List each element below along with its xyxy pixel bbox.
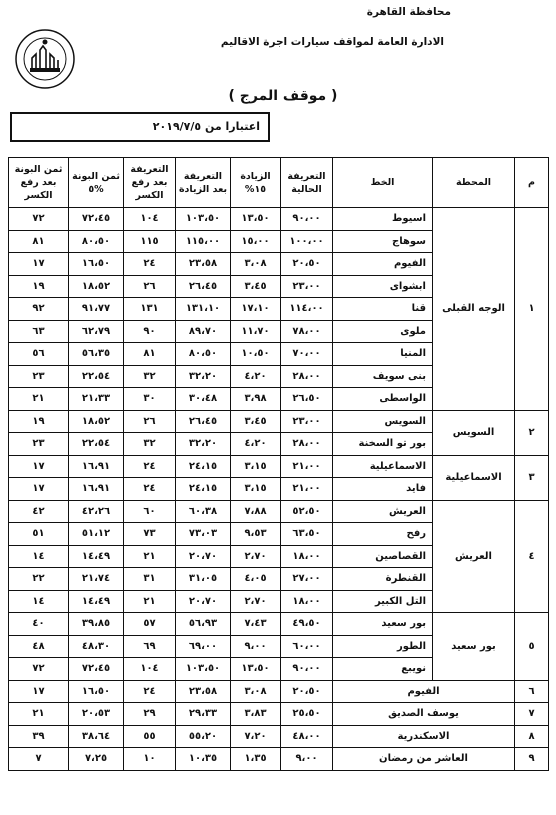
fare-value: ٢٩ <box>124 703 176 726</box>
fare-value: ٢٣،٥٨ <box>176 680 231 703</box>
fare-value: ١٣،٥٠ <box>231 208 281 231</box>
fare-value: ٧،٢٥ <box>69 748 124 771</box>
fare-value: ٣،٠٨ <box>231 680 281 703</box>
fare-value: ٤،٠٥ <box>231 568 281 591</box>
fare-value: ٥٦،٩٣ <box>176 613 231 636</box>
fare-value: ٢٢،٥٤ <box>69 365 124 388</box>
fare-value: ٣،٤٥ <box>231 410 281 433</box>
fare-value: ١٠،٣٥ <box>176 748 231 771</box>
fare-value: ١٠ <box>124 748 176 771</box>
fare-value: ٢٥،٥٠ <box>281 703 333 726</box>
fare-value: ٦٠ <box>124 500 176 523</box>
fare-value: ٤٨،٣٠ <box>69 635 124 658</box>
fare-value: ١٨،٥٢ <box>69 410 124 433</box>
fare-value: ١٨،٥٢ <box>69 275 124 298</box>
fare-value: ٧٢ <box>9 208 69 231</box>
fare-value: ٣٠،٤٨ <box>176 388 231 411</box>
fare-value: ٣٩ <box>9 725 69 748</box>
fare-value: ٢٢،٥٤ <box>69 433 124 456</box>
fare-value: ١٩ <box>9 275 69 298</box>
fare-value: ٢٠،٧٠ <box>176 590 231 613</box>
fare-value: ٢٤ <box>124 478 176 501</box>
col-header: التعريفة بعد رفع الكسر <box>124 158 176 208</box>
fare-value: ٢٠،٥٠ <box>281 680 333 703</box>
line-name: يوسف الصديق <box>333 703 515 726</box>
fare-value: ٦٩ <box>124 635 176 658</box>
fare-value: ٩١،٧٧ <box>69 298 124 321</box>
line-name: الطور <box>333 635 433 658</box>
line-name: القصاصين <box>333 545 433 568</box>
line-name: التل الكبير <box>333 590 433 613</box>
fare-value: ٤،٢٠ <box>231 365 281 388</box>
line-name: الاسكندرية <box>333 725 515 748</box>
fare-value: ٩،٠٠ <box>231 635 281 658</box>
line-name: بور سعيد <box>333 613 433 636</box>
fare-value: ٧٢،٤٥ <box>69 658 124 681</box>
fare-value: ٢٨،٠٠ <box>281 433 333 456</box>
col-header: التعريفة الحالية <box>281 158 333 208</box>
fare-value: ١٠٤ <box>124 658 176 681</box>
line-name: اسيوط <box>333 208 433 231</box>
fare-value: ٧ <box>9 748 69 771</box>
row-number: ٢ <box>515 410 549 455</box>
row-number: ٣ <box>515 455 549 500</box>
line-name: العاشر من رمضان <box>333 748 515 771</box>
col-header: التعريفة بعد الزيادة <box>176 158 231 208</box>
fare-value: ١٠٣،٥٠ <box>176 208 231 231</box>
fare-value: ٥٦،٣٥ <box>69 343 124 366</box>
fare-value: ١٣١،١٠ <box>176 298 231 321</box>
line-name: نويبع <box>333 658 433 681</box>
fare-value: ٢٠،٧٠ <box>176 545 231 568</box>
row-number: ٨ <box>515 725 549 748</box>
fare-value: ١٠٠،٠٠ <box>281 230 333 253</box>
fare-value: ٣،٤٥ <box>231 275 281 298</box>
fare-value: ٣،٨٣ <box>231 703 281 726</box>
fare-value: ٢٣،٠٠ <box>281 410 333 433</box>
table-row <box>9 208 549 231</box>
fare-value: ١٤،٤٩ <box>69 545 124 568</box>
fare-value: ١٧ <box>9 478 69 501</box>
fare-value: ١٩ <box>9 410 69 433</box>
fare-value: ٧٠،٠٠ <box>281 343 333 366</box>
fare-value: ٥٥،٢٠ <box>176 725 231 748</box>
line-name: قنا <box>333 298 433 321</box>
fare-value: ٢،٧٠ <box>231 590 281 613</box>
station-name: الاسماعيلية <box>433 455 515 500</box>
fare-value: ٧٨،٠٠ <box>281 320 333 343</box>
effective-date: اعتبارا من ٢٠١٩/٧/٥ <box>152 120 260 133</box>
fare-value: ٥٦ <box>9 343 69 366</box>
line-name: الواسطى <box>333 388 433 411</box>
table-row <box>9 748 549 771</box>
table-row <box>9 725 549 748</box>
fare-value: ١٣١ <box>124 298 176 321</box>
fare-value: ١١٥ <box>124 230 176 253</box>
fare-value: ١٠٣،٥٠ <box>176 658 231 681</box>
station-name: السويس <box>433 410 515 455</box>
table-row <box>9 410 549 433</box>
governorate-title: محافظة القاهرة <box>366 6 451 18</box>
fare-value: ٢٦ <box>124 275 176 298</box>
fare-value: ٢١،٧٤ <box>69 568 124 591</box>
fare-value: ٧،٨٨ <box>231 500 281 523</box>
fare-value: ٢١ <box>9 703 69 726</box>
fare-value: ٣٢،٢٠ <box>176 365 231 388</box>
fare-value: ٢٣ <box>9 365 69 388</box>
fare-value: ٧٢،٤٥ <box>69 208 124 231</box>
fare-value: ١٤،٤٩ <box>69 590 124 613</box>
fare-value: ٦٣،٥٠ <box>281 523 333 546</box>
fare-value: ٢٣،٠٠ <box>281 275 333 298</box>
fare-value: ١،٣٥ <box>231 748 281 771</box>
fare-value: ١٤ <box>9 545 69 568</box>
fare-value: ٨٠،٥٠ <box>69 230 124 253</box>
fare-value: ٣١،٠٥ <box>176 568 231 591</box>
col-header: ثمن البونة %٥ <box>69 158 124 208</box>
fare-value: ٢٠،٥٠ <box>281 253 333 276</box>
fare-value: ٤٢،٢٦ <box>69 500 124 523</box>
fare-value: ١١٤،٠٠ <box>281 298 333 321</box>
fare-value: ٢١،٣٣ <box>69 388 124 411</box>
line-name: الفيوم <box>333 253 433 276</box>
col-header: م <box>515 158 549 208</box>
governorate-logo <box>14 28 76 90</box>
fare-value: ٧،٢٠ <box>231 725 281 748</box>
fare-value: ٨١ <box>124 343 176 366</box>
fare-value: ١٦،٥٠ <box>69 253 124 276</box>
fare-value: ٥٧ <box>124 613 176 636</box>
row-number: ٦ <box>515 680 549 703</box>
fare-value: ٢٤،١٥ <box>176 478 231 501</box>
line-name: بور تو السخنة <box>333 433 433 456</box>
col-header: الخط <box>333 158 433 208</box>
effective-date-box <box>10 112 270 142</box>
fare-value: ٣١ <box>124 568 176 591</box>
fare-value: ١١٥،٠٠ <box>176 230 231 253</box>
fare-value: ١٨،٠٠ <box>281 545 333 568</box>
fare-value: ١٧ <box>9 253 69 276</box>
department-title: الادارة العامة لمواقف سيارات اجرة الاقاليم <box>220 36 444 48</box>
fare-value: ٦٩،٠٠ <box>176 635 231 658</box>
fare-value: ١٧،١٠ <box>231 298 281 321</box>
fare-value: ٢٣ <box>9 433 69 456</box>
header-row <box>9 158 549 208</box>
fare-value: ١٧ <box>9 680 69 703</box>
fare-value: ٦٣ <box>9 320 69 343</box>
fare-value: ٣،١٥ <box>231 478 281 501</box>
fare-value: ١٦،٩١ <box>69 455 124 478</box>
fare-value: ٢١ <box>124 590 176 613</box>
line-name: الفيوم <box>333 680 515 703</box>
fare-value: ٥٥ <box>124 725 176 748</box>
fare-value: ٢٤ <box>124 455 176 478</box>
fare-value: ٢٤ <box>124 680 176 703</box>
fare-value: ٣٢،٢٠ <box>176 433 231 456</box>
row-number: ٧ <box>515 703 549 726</box>
col-header: المحطة <box>433 158 515 208</box>
tariff-table <box>8 157 549 771</box>
fare-value: ٧٣،٠٣ <box>176 523 231 546</box>
table-row <box>9 613 549 636</box>
line-name: القنطرة <box>333 568 433 591</box>
table-row <box>9 680 549 703</box>
row-number: ٥ <box>515 613 549 681</box>
fare-value: ١١،٧٠ <box>231 320 281 343</box>
fare-value: ١٤ <box>9 590 69 613</box>
fare-value: ٧٣ <box>124 523 176 546</box>
fare-value: ١٧ <box>9 455 69 478</box>
station-name: بور سعيد <box>433 613 515 681</box>
fare-value: ٩٠،٠٠ <box>281 658 333 681</box>
fare-value: ٥١،١٢ <box>69 523 124 546</box>
fare-value: ٢١ <box>124 545 176 568</box>
fare-value: ٢٠،٥٣ <box>69 703 124 726</box>
station-title: ( موقف المرج ) <box>228 88 338 104</box>
fare-value: ٢٦ <box>124 410 176 433</box>
fare-value: ٢١ <box>9 388 69 411</box>
row-number: ١ <box>515 208 549 411</box>
fare-value: ٣،١٥ <box>231 455 281 478</box>
row-number: ٩ <box>515 748 549 771</box>
station-name: الوجه القبلى <box>433 208 515 411</box>
line-name: ملوى <box>333 320 433 343</box>
fare-value: ٢،٧٠ <box>231 545 281 568</box>
station-name: العريش <box>433 500 515 613</box>
fare-value: ١٦،٥٠ <box>69 680 124 703</box>
table-row <box>9 703 549 726</box>
fare-value: ٣٩،٨٥ <box>69 613 124 636</box>
fare-value: ٢٢ <box>9 568 69 591</box>
fare-value: ٤٩،٥٠ <box>281 613 333 636</box>
fare-value: ٩٠،٠٠ <box>281 208 333 231</box>
fare-value: ٤٠ <box>9 613 69 636</box>
fare-value: ٣٠ <box>124 388 176 411</box>
fare-value: ٢١،٠٠ <box>281 478 333 501</box>
fare-value: ٧،٤٣ <box>231 613 281 636</box>
line-name: رفح <box>333 523 433 546</box>
fare-value: ٤٢ <box>9 500 69 523</box>
fare-value: ٢٣،٥٨ <box>176 253 231 276</box>
fare-value: ٢٨،٠٠ <box>281 365 333 388</box>
fare-value: ٢٦،٥٠ <box>281 388 333 411</box>
fare-value: ٣٨،٦٤ <box>69 725 124 748</box>
fare-value: ٢٦،٤٥ <box>176 275 231 298</box>
fare-value: ٨٠،٥٠ <box>176 343 231 366</box>
fare-value: ٢٤،١٥ <box>176 455 231 478</box>
fare-value: ١٠،٥٠ <box>231 343 281 366</box>
fare-value: ٤،٢٠ <box>231 433 281 456</box>
fare-value: ٢١،٠٠ <box>281 455 333 478</box>
fare-value: ٣٢ <box>124 365 176 388</box>
fare-value: ١٣،٥٠ <box>231 658 281 681</box>
table-row <box>9 500 549 523</box>
fare-value: ٣٢ <box>124 433 176 456</box>
fare-value: ٤٨،٠٠ <box>281 725 333 748</box>
fare-value: ٦٠،٣٨ <box>176 500 231 523</box>
fare-value: ١٨،٠٠ <box>281 590 333 613</box>
fare-value: ٩٢ <box>9 298 69 321</box>
fare-value: ٤٨ <box>9 635 69 658</box>
fare-value: ١٦،٩١ <box>69 478 124 501</box>
table-row <box>9 455 549 478</box>
fare-value: ٥٢،٥٠ <box>281 500 333 523</box>
line-name: ابشواى <box>333 275 433 298</box>
fare-value: ٢٩،٣٣ <box>176 703 231 726</box>
col-header: ثمن البونة بعد رفع الكسر <box>9 158 69 208</box>
line-name: الاسماعيلية <box>333 455 433 478</box>
fare-value: ٧٢ <box>9 658 69 681</box>
line-name: سوهاج <box>333 230 433 253</box>
fare-value: ٨٩،٧٠ <box>176 320 231 343</box>
fare-value: ١٥،٠٠ <box>231 230 281 253</box>
fare-value: ٣،٠٨ <box>231 253 281 276</box>
line-name: العريش <box>333 500 433 523</box>
fare-value: ٣،٩٨ <box>231 388 281 411</box>
fare-value: ٨١ <box>9 230 69 253</box>
row-number: ٤ <box>515 500 549 613</box>
fare-value: ٢٤ <box>124 253 176 276</box>
col-header: الزيادة ١٥% <box>231 158 281 208</box>
line-name: فايد <box>333 478 433 501</box>
line-name: السويس <box>333 410 433 433</box>
fare-value: ٩٠ <box>124 320 176 343</box>
fare-value: ١٠٤ <box>124 208 176 231</box>
fare-value: ٦٠،٠٠ <box>281 635 333 658</box>
fare-value: ٢٧،٠٠ <box>281 568 333 591</box>
fare-value: ٦٢،٧٩ <box>69 320 124 343</box>
line-name: بنى سويف <box>333 365 433 388</box>
fare-value: ٢٦،٤٥ <box>176 410 231 433</box>
fare-value: ٩،٠٠ <box>281 748 333 771</box>
line-name: المنيا <box>333 343 433 366</box>
fare-value: ٩،٥٣ <box>231 523 281 546</box>
fare-value: ٥١ <box>9 523 69 546</box>
